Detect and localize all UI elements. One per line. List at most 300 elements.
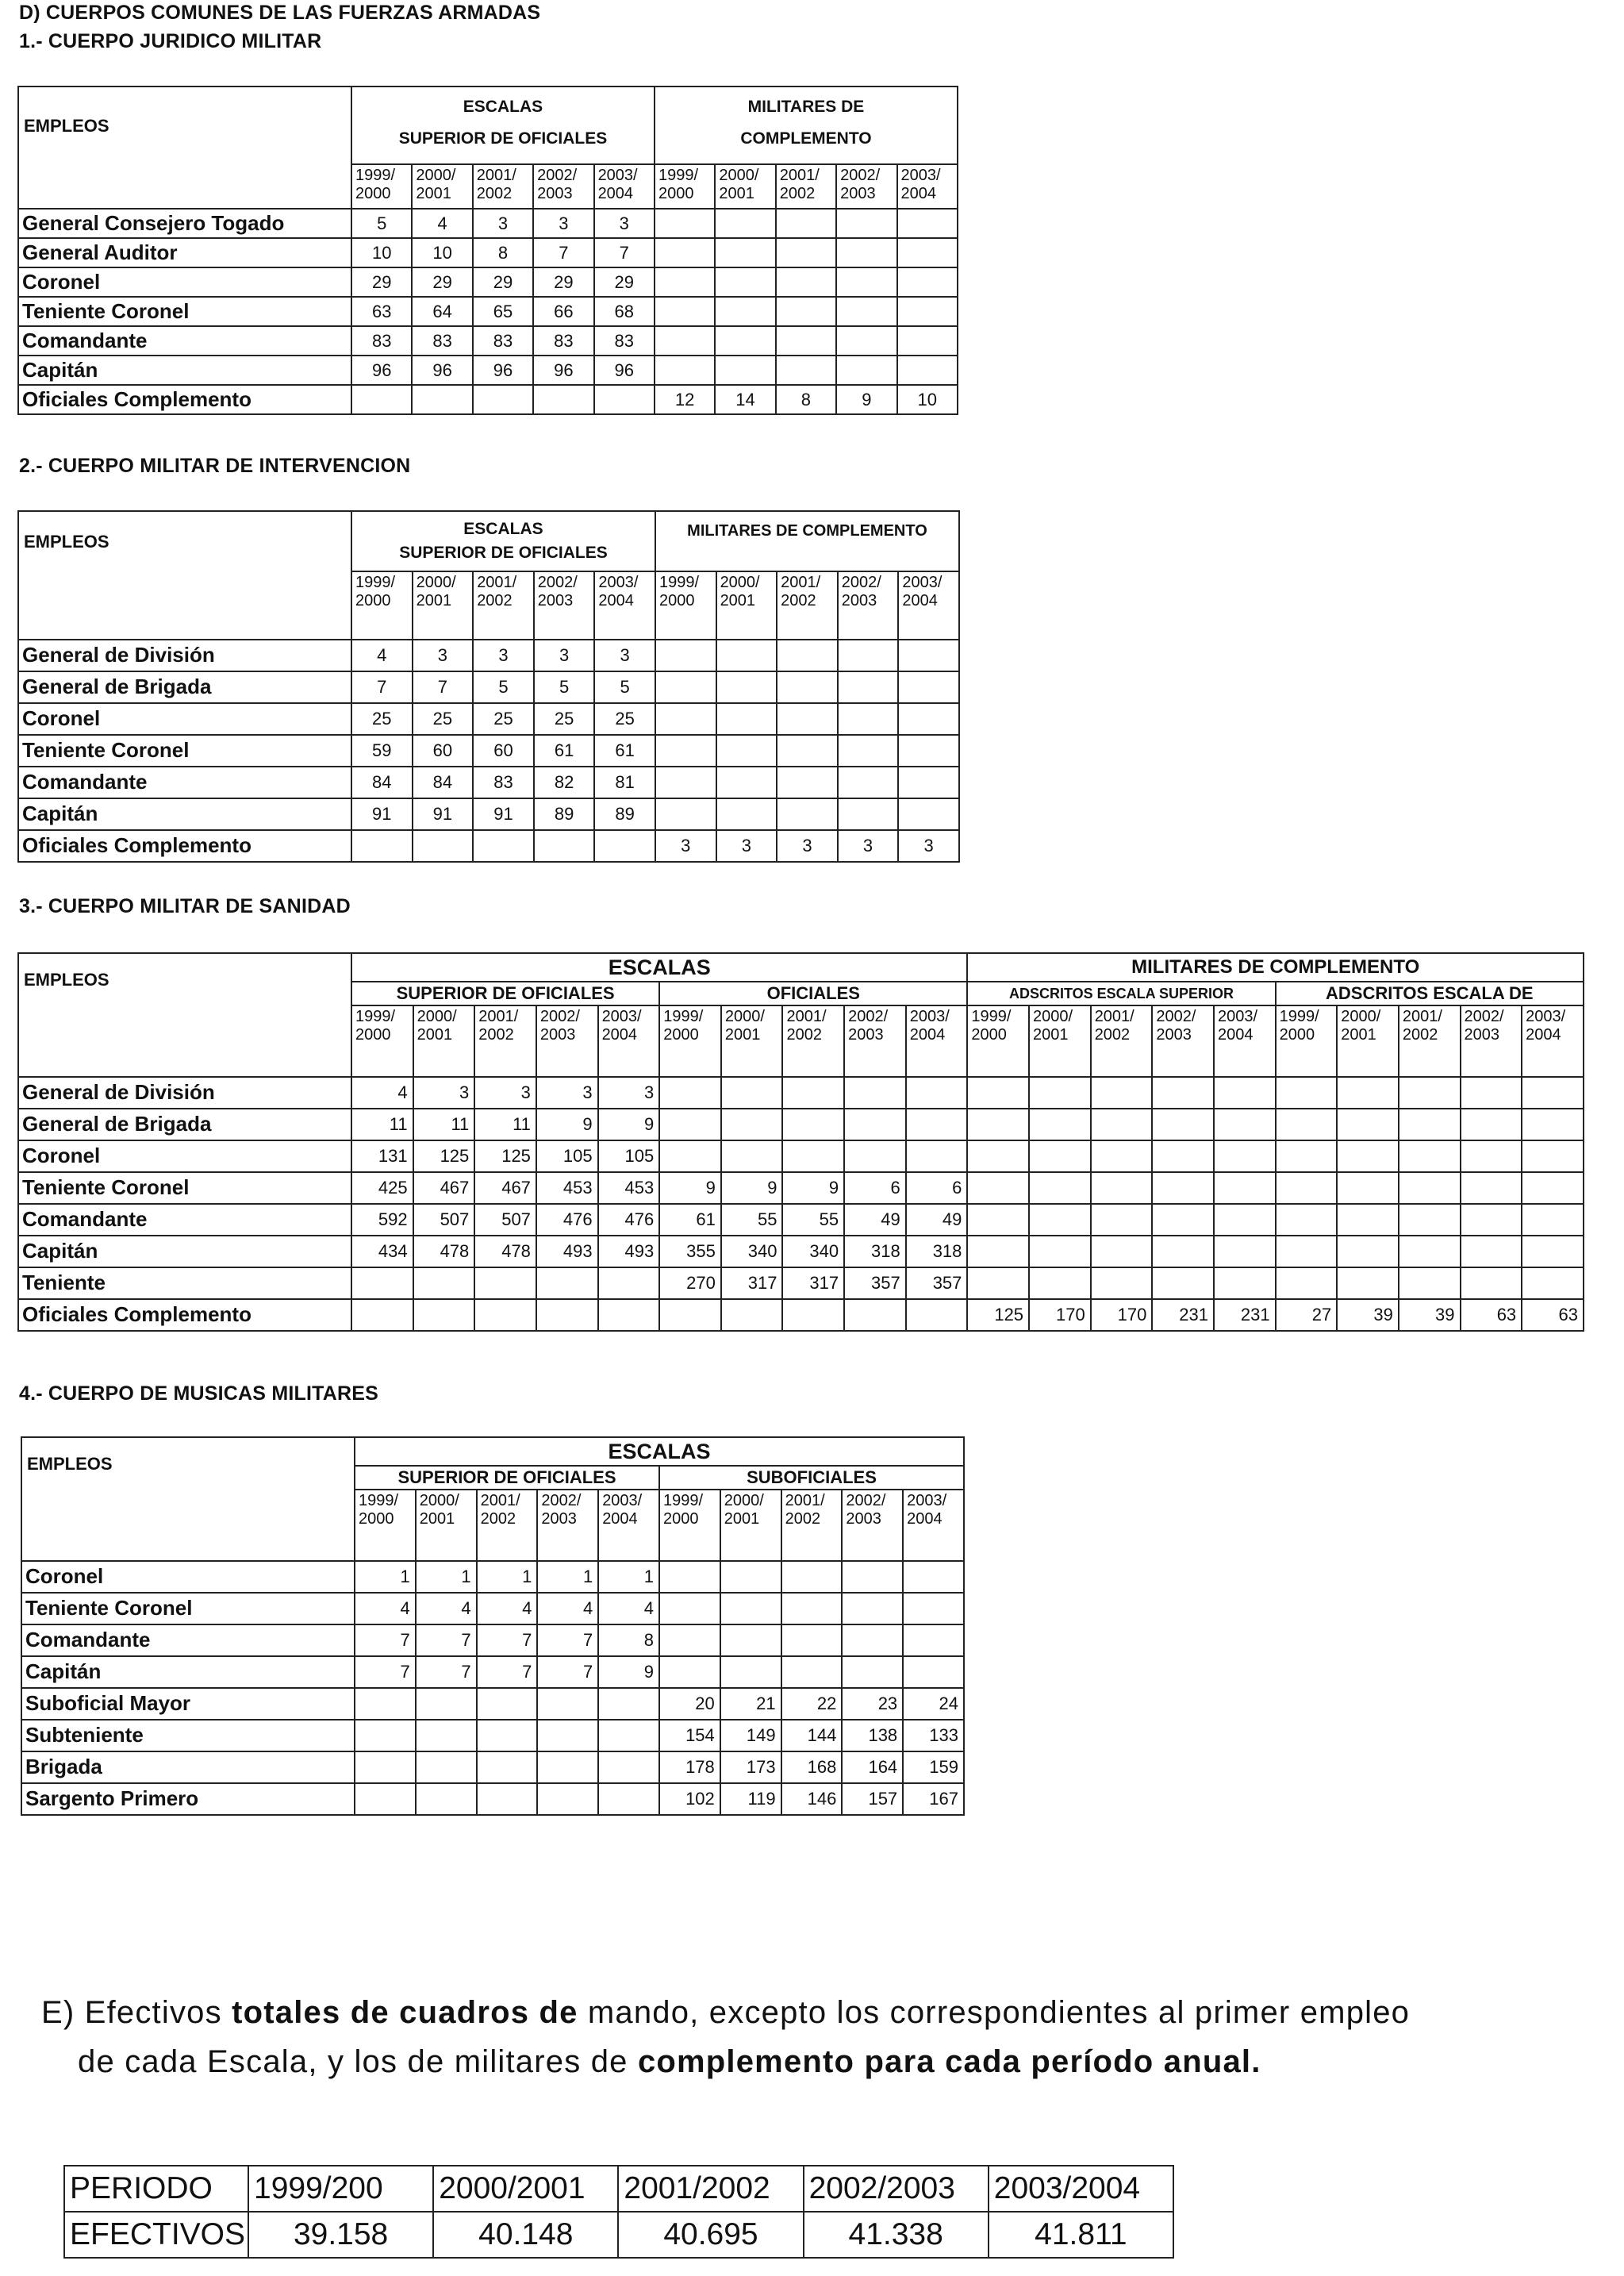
cell-value: 61: [534, 735, 595, 767]
para-e-text-1c: mando, excepto los correspondientes al primer empleo: [578, 1995, 1411, 2030]
cell-value: [776, 356, 836, 385]
empleos-header: EMPLEOS: [21, 1437, 355, 1490]
cell-value: 7: [477, 1624, 538, 1656]
cell-value: [1152, 1236, 1214, 1267]
cell-value: 476: [598, 1204, 660, 1236]
t3-year-header: 1999/ 2000: [659, 1005, 721, 1077]
cell-value: 478: [413, 1236, 475, 1267]
cell-value: [721, 1299, 783, 1331]
cell-value: [1461, 1236, 1522, 1267]
row-label: Suboficial Mayor: [21, 1688, 355, 1720]
cell-value: [838, 767, 899, 798]
t3-year-header: 2002/ 2003: [1152, 1005, 1214, 1077]
row-label: Capitán: [18, 356, 351, 385]
cell-value: [716, 767, 777, 798]
cell-value: 357: [906, 1267, 968, 1299]
t1-row: [18, 326, 958, 356]
cell-value: [477, 1688, 538, 1720]
cell-value: [777, 767, 838, 798]
cell-value: [598, 1267, 660, 1299]
militares-label: MILITARES DE: [747, 98, 865, 116]
cell-value: 63: [351, 297, 412, 326]
cell-value: [715, 238, 775, 267]
efectivos-cell: 41.338: [804, 2212, 989, 2258]
cell-value: [1522, 1236, 1584, 1267]
cell-value: [716, 640, 777, 671]
t4-year-header: 1999/ 2000: [355, 1490, 416, 1561]
cell-value: [782, 1299, 844, 1331]
cell-value: 453: [598, 1172, 660, 1204]
cell-value: 164: [842, 1751, 903, 1783]
cell-value: [781, 1561, 843, 1593]
cell-value: 131: [351, 1140, 413, 1172]
cell-value: [838, 703, 899, 735]
cell-value: [776, 297, 836, 326]
cell-value: [1522, 1077, 1584, 1109]
cell-value: [1522, 1204, 1584, 1236]
t1-row: [18, 385, 958, 414]
cell-value: [844, 1299, 906, 1331]
cell-value: 146: [781, 1783, 843, 1815]
cell-value: 61: [594, 735, 655, 767]
cell-value: [1461, 1204, 1522, 1236]
t3-year-header: 2001/ 2002: [1399, 1005, 1461, 1077]
cell-value: [1276, 1077, 1338, 1109]
cell-value: [967, 1172, 1029, 1204]
cell-value: 168: [781, 1751, 843, 1783]
row-label: Brigada: [21, 1751, 355, 1783]
t2-row: [18, 830, 959, 862]
t4-row: [21, 1624, 964, 1656]
paragraph-e-line2: [41, 2037, 1612, 2086]
cell-value: [473, 830, 534, 862]
cell-value: 29: [473, 267, 533, 297]
cell-value: [355, 1688, 416, 1720]
cell-value: 55: [721, 1204, 783, 1236]
t2-row: [18, 640, 959, 671]
t3-year-header: 2000/ 2001: [1337, 1005, 1399, 1077]
t2-year-header: 2003/ 2004: [898, 571, 959, 640]
t1-year-header: 2002/ 2003: [836, 164, 896, 209]
t4-year-header: 2000/ 2001: [416, 1490, 477, 1561]
t2-year-header: 1999/ 2000: [655, 571, 716, 640]
cell-value: 8: [776, 385, 836, 414]
cell-value: [898, 703, 959, 735]
row-label: Capitán: [18, 798, 351, 830]
adscritos-superior-header: ADSCRITOS ESCALA SUPERIOR: [967, 982, 1275, 1005]
cell-value: 10: [897, 385, 958, 414]
row-label: Subteniente: [21, 1720, 355, 1751]
cell-value: 318: [906, 1236, 968, 1267]
cell-value: 467: [474, 1172, 536, 1204]
cell-value: 340: [782, 1236, 844, 1267]
efectivos-label: EFECTIVOS: [64, 2212, 248, 2258]
row-label: General de Brigada: [18, 1109, 351, 1140]
cell-value: 65: [473, 297, 533, 326]
cell-value: 9: [836, 385, 896, 414]
t4-year-header: 2003/ 2004: [598, 1490, 659, 1561]
suboficiales-header: SUBOFICIALES: [659, 1466, 964, 1490]
cell-value: [594, 385, 655, 414]
periodo-cell: 1999/200: [248, 2166, 433, 2212]
cell-value: [1214, 1267, 1276, 1299]
cell-value: [655, 238, 715, 267]
cell-value: [1091, 1172, 1153, 1204]
t3-year-header: 1999/ 2000: [967, 1005, 1029, 1077]
t1-year-header: 2003/ 2004: [594, 164, 655, 209]
cell-value: [655, 703, 716, 735]
cell-value: [898, 735, 959, 767]
t1-year-header: 2002/ 2003: [533, 164, 593, 209]
cell-value: [533, 385, 593, 414]
cell-value: 25: [351, 703, 413, 735]
t1-row: [18, 209, 958, 238]
cell-value: [1337, 1204, 1399, 1236]
t4-row: [21, 1688, 964, 1720]
table-juridico-militar: [17, 86, 958, 415]
t3-year-header: 1999/ 2000: [351, 1005, 413, 1077]
cell-value: [659, 1656, 720, 1688]
cell-value: 317: [782, 1267, 844, 1299]
cell-value: [777, 735, 838, 767]
cell-value: [1337, 1109, 1399, 1140]
cell-value: [1029, 1204, 1091, 1236]
cell-value: [473, 385, 533, 414]
cell-value: [903, 1656, 964, 1688]
escalas-header: ESCALAS: [355, 1437, 964, 1466]
cell-value: [842, 1656, 903, 1688]
cell-value: 91: [473, 798, 534, 830]
t1-body: [18, 87, 958, 414]
cell-value: [836, 326, 896, 356]
cell-value: [1214, 1204, 1276, 1236]
cell-value: [836, 297, 896, 326]
t3-year-header: 1999/ 2000: [1276, 1005, 1338, 1077]
cell-value: 7: [355, 1624, 416, 1656]
t3-row: [18, 1077, 1584, 1109]
t4-row: [21, 1751, 964, 1783]
cell-value: 3: [777, 830, 838, 862]
cell-value: 3: [473, 640, 534, 671]
cell-value: 592: [351, 1204, 413, 1236]
cell-value: 3: [838, 830, 899, 862]
row-label: General de División: [18, 1077, 351, 1109]
main-heading: D) CUERPOS COMUNES DE LAS FUERZAS ARMADAS: [19, 2, 541, 24]
cell-value: 11: [474, 1109, 536, 1140]
t1-row: [18, 297, 958, 326]
row-label: Capitán: [18, 1236, 351, 1267]
cell-value: [536, 1267, 598, 1299]
escalas-label: ESCALAS: [463, 98, 543, 116]
t3-year-header: 2000/ 2001: [1029, 1005, 1091, 1077]
cell-value: [716, 703, 777, 735]
cell-value: 66: [533, 297, 593, 326]
cell-value: 3: [413, 1077, 475, 1109]
cell-value: 507: [474, 1204, 536, 1236]
cell-value: [776, 209, 836, 238]
cell-value: [1337, 1077, 1399, 1109]
table2-title: 2.- CUERPO MILITAR DE INTERVENCION: [19, 455, 411, 477]
cell-value: 14: [715, 385, 775, 414]
cell-value: [598, 1688, 659, 1720]
cell-value: 173: [720, 1751, 781, 1783]
cell-value: 11: [413, 1109, 475, 1140]
row-label: Capitán: [21, 1656, 355, 1688]
cell-value: [720, 1593, 781, 1624]
cell-value: [1276, 1109, 1338, 1140]
cell-value: 317: [721, 1267, 783, 1299]
cell-value: [906, 1299, 968, 1331]
cell-value: 7: [416, 1624, 477, 1656]
cell-value: [536, 1299, 598, 1331]
table-sanidad: [17, 952, 1584, 1332]
cell-value: 27: [1276, 1299, 1338, 1331]
t3-body: [18, 953, 1584, 1331]
cell-value: 89: [594, 798, 655, 830]
escalas-header: [351, 87, 655, 164]
cell-value: [416, 1783, 477, 1815]
cell-value: [1399, 1267, 1461, 1299]
t2-row: [18, 735, 959, 767]
periodo-body: [64, 2166, 1173, 2258]
row-label: Comandante: [18, 767, 351, 798]
cell-value: 82: [534, 767, 595, 798]
cell-value: [777, 703, 838, 735]
t3-year-header: 2003/ 2004: [598, 1005, 660, 1077]
cell-value: [967, 1140, 1029, 1172]
cell-value: [844, 1109, 906, 1140]
cell-value: [416, 1688, 477, 1720]
t3-row: [18, 1204, 1584, 1236]
cell-value: [1214, 1109, 1276, 1140]
cell-value: 29: [351, 267, 412, 297]
cell-value: [537, 1783, 598, 1815]
cell-value: [1522, 1172, 1584, 1204]
cell-value: [842, 1561, 903, 1593]
cell-value: [1214, 1172, 1276, 1204]
cell-value: [1461, 1109, 1522, 1140]
cell-value: 7: [594, 238, 655, 267]
cell-value: 89: [534, 798, 595, 830]
para-e-text-1a: E) Efectivos: [41, 1995, 232, 2030]
row-label: General Auditor: [18, 238, 351, 267]
cell-value: [777, 671, 838, 703]
row-label: Oficiales Complemento: [18, 830, 351, 862]
cell-value: [351, 1267, 413, 1299]
cell-value: [655, 798, 716, 830]
cell-value: [659, 1299, 721, 1331]
cell-value: [655, 267, 715, 297]
periodo-cell: 2001/2002: [618, 2166, 803, 2212]
cell-value: 39: [1399, 1299, 1461, 1331]
cell-value: [1399, 1077, 1461, 1109]
cell-value: 64: [412, 297, 472, 326]
cell-value: [416, 1751, 477, 1783]
cell-value: [715, 267, 775, 297]
t4-year-header: 2001/ 2002: [477, 1490, 538, 1561]
cell-value: [1091, 1236, 1153, 1267]
cell-value: [776, 238, 836, 267]
cell-value: [537, 1751, 598, 1783]
cell-value: [655, 735, 716, 767]
cell-value: [659, 1077, 721, 1109]
superior-label: SUPERIOR DE OFICIALES: [398, 129, 608, 148]
cell-value: 7: [537, 1656, 598, 1688]
cell-value: 3: [536, 1077, 598, 1109]
cell-value: [903, 1624, 964, 1656]
cell-value: 133: [903, 1720, 964, 1751]
t4-year-header: 2003/ 2004: [903, 1490, 964, 1561]
efectivos-cell: 39.158: [248, 2212, 433, 2258]
cell-value: [898, 767, 959, 798]
cell-value: 24: [903, 1688, 964, 1720]
cell-value: 1: [477, 1561, 538, 1593]
cell-value: [1029, 1109, 1091, 1140]
cell-value: [477, 1751, 538, 1783]
t2-year-header: 2002/ 2003: [534, 571, 595, 640]
cell-value: 478: [474, 1236, 536, 1267]
t4-year-header: 2002/ 2003: [842, 1490, 903, 1561]
cell-value: [777, 640, 838, 671]
empleos-spacer: [18, 1005, 351, 1077]
t3-row: [18, 1236, 1584, 1267]
cell-value: [1029, 1077, 1091, 1109]
cell-value: 159: [903, 1751, 964, 1783]
cell-value: 5: [534, 671, 595, 703]
cell-value: [842, 1624, 903, 1656]
cell-value: 20: [659, 1688, 720, 1720]
para-e-text-2a: de cada Escala, y los de militares de: [78, 2044, 638, 2079]
cell-value: [715, 356, 775, 385]
cell-value: [1276, 1140, 1338, 1172]
cell-value: [715, 297, 775, 326]
cell-value: 105: [536, 1140, 598, 1172]
cell-value: 105: [598, 1140, 660, 1172]
t2-year-header: 2000/ 2001: [716, 571, 777, 640]
cell-value: 10: [351, 238, 412, 267]
cell-value: [1152, 1109, 1214, 1140]
cell-value: [1091, 1077, 1153, 1109]
row-label: Comandante: [18, 1204, 351, 1236]
cell-value: [1461, 1077, 1522, 1109]
cell-value: [413, 1299, 475, 1331]
para-e-text-1b: totales de cuadros de: [232, 1995, 578, 2030]
cell-value: [838, 671, 899, 703]
militares-header: [655, 87, 958, 164]
cell-value: [967, 1267, 1029, 1299]
cell-value: [897, 238, 958, 267]
cell-value: [1461, 1140, 1522, 1172]
empleos-header: EMPLEOS: [18, 87, 351, 164]
row-label: General de Brigada: [18, 671, 351, 703]
cell-value: [897, 326, 958, 356]
cell-value: 1: [416, 1561, 477, 1593]
cell-value: 3: [655, 830, 716, 862]
t1-year-header: 1999/ 2000: [655, 164, 715, 209]
cell-value: 9: [598, 1109, 660, 1140]
t1-row: [18, 356, 958, 385]
cell-value: 4: [351, 640, 413, 671]
t2-row: [18, 703, 959, 735]
cell-value: [416, 1720, 477, 1751]
t3-year-header: 2001/ 2002: [1091, 1005, 1153, 1077]
cell-value: [903, 1593, 964, 1624]
row-label: General de División: [18, 640, 351, 671]
t4-year-header: 2000/ 2001: [720, 1490, 781, 1561]
cell-value: [413, 1267, 475, 1299]
row-label: Comandante: [18, 326, 351, 356]
table-musicas: [21, 1436, 965, 1816]
cell-value: 12: [655, 385, 715, 414]
cell-value: 6: [906, 1172, 968, 1204]
cell-value: 8: [598, 1624, 659, 1656]
cell-value: [842, 1593, 903, 1624]
cell-value: [598, 1720, 659, 1751]
cell-value: [1522, 1109, 1584, 1140]
cell-value: [720, 1656, 781, 1688]
escalas-label: ESCALAS: [463, 519, 543, 538]
cell-value: [782, 1077, 844, 1109]
t2-year-header: 2000/ 2001: [413, 571, 474, 640]
cell-value: 63: [1461, 1299, 1522, 1331]
cell-value: 84: [351, 767, 413, 798]
cell-value: [1091, 1140, 1153, 1172]
cell-value: 96: [533, 356, 593, 385]
t4-year-header: 1999/ 2000: [659, 1490, 720, 1561]
cell-value: 7: [355, 1656, 416, 1688]
cell-value: 83: [351, 326, 412, 356]
t1-year-header: 2001/ 2002: [473, 164, 533, 209]
cell-value: 7: [351, 671, 413, 703]
t3-year-header: 2003/ 2004: [1214, 1005, 1276, 1077]
t3-year-header: 2003/ 2004: [906, 1005, 968, 1077]
cell-value: 3: [473, 209, 533, 238]
cell-value: 5: [473, 671, 534, 703]
cell-value: 4: [355, 1593, 416, 1624]
cell-value: 138: [842, 1720, 903, 1751]
table4-title: 4.- CUERPO DE MUSICAS MILITARES: [19, 1382, 378, 1405]
cell-value: [474, 1299, 536, 1331]
cell-value: 9: [782, 1172, 844, 1204]
cell-value: [1152, 1267, 1214, 1299]
cell-value: 1: [355, 1561, 416, 1593]
empleos-header: EMPLEOS: [18, 511, 351, 571]
empleos-spacer: [18, 571, 351, 640]
cell-value: [351, 830, 413, 862]
t3-year-header: 2000/ 2001: [413, 1005, 475, 1077]
cell-value: [838, 735, 899, 767]
cell-value: 1: [598, 1561, 659, 1593]
cell-value: [1214, 1236, 1276, 1267]
t2-year-header: 1999/ 2000: [351, 571, 413, 640]
empleos-spacer: [18, 164, 351, 209]
cell-value: [537, 1688, 598, 1720]
row-label: Teniente Coronel: [18, 297, 351, 326]
efectivos-cell: 41.811: [989, 2212, 1173, 2258]
cell-value: 3: [534, 640, 595, 671]
cell-value: [413, 830, 474, 862]
t4-year-header: 2001/ 2002: [781, 1490, 843, 1561]
row-label: Oficiales Complemento: [18, 385, 351, 414]
t3-row: [18, 1172, 1584, 1204]
cell-value: [537, 1720, 598, 1751]
cell-value: 22: [781, 1688, 843, 1720]
cell-value: 61: [659, 1204, 721, 1236]
cell-value: [898, 640, 959, 671]
cell-value: 25: [534, 703, 595, 735]
periodo-cell: 2003/2004: [989, 2166, 1173, 2212]
cell-value: 170: [1091, 1299, 1153, 1331]
